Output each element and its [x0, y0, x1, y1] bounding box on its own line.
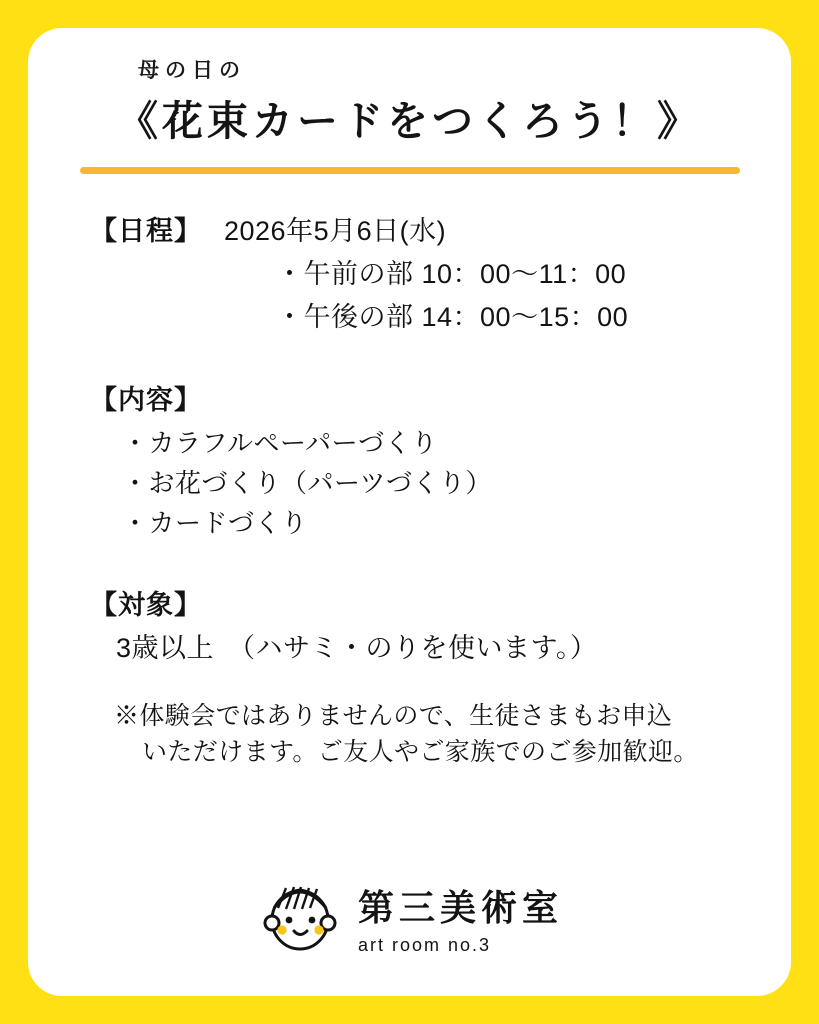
target-block [90, 592, 729, 662]
content-block [90, 387, 729, 536]
schedule-label: 【日程】 [90, 216, 202, 246]
note-text [90, 698, 729, 771]
list-item: ・お花づくり（パーツづくり） [122, 468, 492, 498]
content-label: 【内容】 [90, 385, 202, 415]
schedule-block [90, 218, 729, 331]
title-underline-rule [80, 167, 740, 174]
poster-kicker: 母の日の [138, 59, 246, 82]
poster-header [28, 28, 791, 174]
target-value: 3歳以上 （ハサミ・のりを使います。） [116, 633, 598, 663]
page-title: 《花束カードをつくろう！》 [117, 98, 702, 144]
brand-name-jp: 第三美術室 [357, 887, 563, 928]
target-label: 【対象】 [90, 590, 202, 620]
spacer [90, 562, 729, 592]
brand-lockup [358, 880, 563, 960]
list-item: ・カラフルペーパーづくり [122, 428, 438, 458]
brand-name-en: art room no.3 [357, 935, 492, 955]
note-line-1: ※体験会ではありませんので、生徒さまもお申込 [114, 702, 673, 730]
poster-body [28, 218, 791, 771]
schedule-session-morning: ・午前の部 10：00〜11：00 [276, 259, 627, 289]
schedule-date: 2026年5月6日(水) [224, 216, 447, 246]
poster-footer [28, 868, 791, 960]
schedule-session-afternoon: ・午後の部 14：00〜15：00 [276, 302, 629, 332]
boy-face-icon [256, 868, 348, 960]
list-item: ・カードづくり [122, 508, 308, 538]
spacer [90, 357, 729, 387]
schedule-date-row [90, 218, 729, 245]
note-line-2: いただけます。ご友人やご家族でのご参加歓迎。 [142, 738, 699, 767]
poster-card [28, 28, 791, 996]
